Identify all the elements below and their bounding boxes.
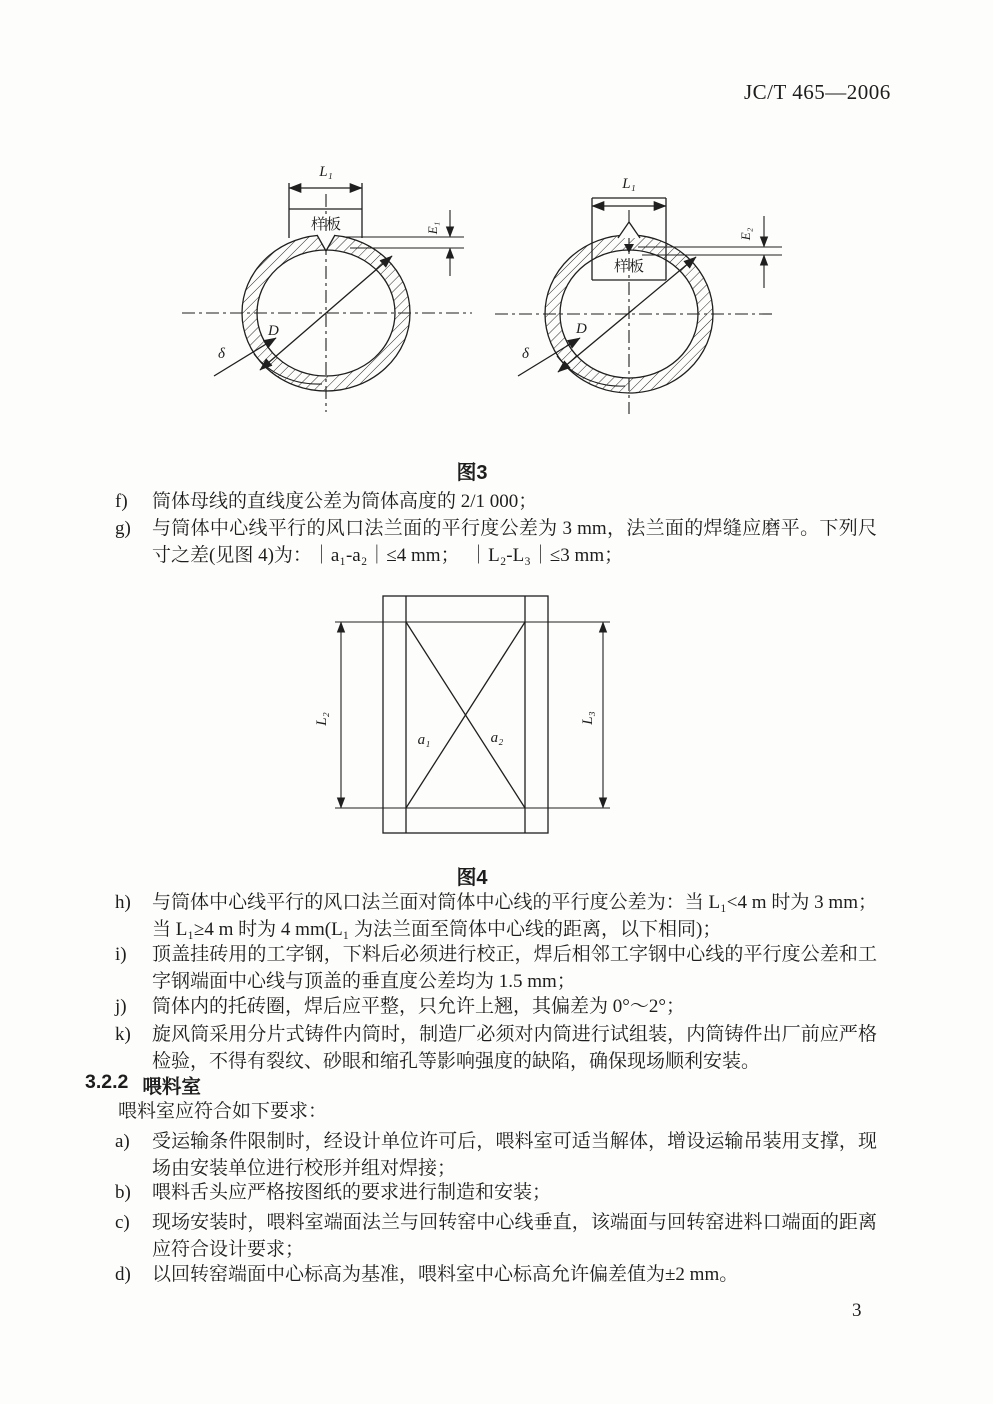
list-item-f xyxy=(115,488,877,515)
item-text: 现场安装时，喂料室端面法兰与回转窑中心线垂直，该端面与回转窑进料口端面的距离应符合设计要求； xyxy=(152,1212,877,1260)
list-item-k xyxy=(115,1021,877,1075)
list-item-g xyxy=(115,515,877,569)
item-label: f) xyxy=(115,491,128,512)
item-text: 以回转窑端面中心标高为基准，喂料室中心标高允许偏差值为±2 mm。 xyxy=(152,1264,739,1285)
item-text: 与筒体中心线平行的风口法兰面的平行度公差为 3 mm，法兰面的焊缝应磨平。下列尺寸之差(见图 4)为：｜a₁-a₂｜≤4 mm； ｜L₂-L₃｜≤3 mm； xyxy=(152,518,877,566)
figure4-outline xyxy=(314,596,610,833)
figure3-left-shell xyxy=(182,164,472,412)
item-label: g) xyxy=(115,518,131,539)
item-label: a) xyxy=(115,1131,130,1152)
list-item-i xyxy=(115,941,877,995)
dim-l2-label: L₂ xyxy=(314,712,330,726)
dim-e2-label: E₂ xyxy=(738,227,753,241)
item-label: c) xyxy=(115,1212,130,1233)
list-item-j xyxy=(115,993,877,1020)
list-item-a xyxy=(115,1128,877,1182)
figure3-caption: 图3 xyxy=(456,462,488,484)
item-text: 筒体母线的直线度公差为筒体高度的 2/1 000； xyxy=(152,491,538,512)
item-label: h) xyxy=(115,892,131,913)
standard-code: JC/T 465—2006 xyxy=(744,80,891,104)
item-label: i) xyxy=(115,944,127,965)
item-text: 顶盖挂砖用的工字钢，下料后必须进行校正，焊后相邻工字钢中心线的平行度公差和工字钢端面中心线与顶盖的垂直度公差均为 1.5 mm； xyxy=(152,944,877,992)
item-label: j) xyxy=(115,996,127,1017)
list-item-d xyxy=(115,1261,877,1288)
dim-d-label: D xyxy=(268,323,279,339)
list-item-h xyxy=(115,889,877,943)
dim-l1-label: L₁ xyxy=(622,176,636,192)
dim-delta-label: δ xyxy=(218,346,225,362)
item-text: 旋风筒采用分片式铸件内筒时，制造厂必须对内筒进行试组装，内筒铸件出厂前应严格检验，不得有裂纹、砂眼和缩孔等影响强度的缺陷，确保现场顺利安装。 xyxy=(152,1024,877,1072)
list-item-b xyxy=(115,1179,877,1206)
section-number: 3.2.2 xyxy=(85,1071,129,1093)
item-text: 与筒体中心线平行的风口法兰面对筒体中心线的平行度公差为：当 L₁<4 m 时为 3 mm；当 L₁≥4 m 时为 4 mm(L₁ 为法兰面至筒体中心线的距离，以下相同)； xyxy=(152,892,877,940)
list-item-c xyxy=(115,1209,877,1263)
item-text: 筒体内的托砖圈，焊后应平整，只允许上翘，其偏差为 0°～2°； xyxy=(152,996,685,1017)
dim-d-label: D xyxy=(576,321,587,337)
item-label: d) xyxy=(115,1264,131,1285)
section-title: 喂料室 xyxy=(142,1076,201,1098)
dim-e1-label: E₁ xyxy=(425,221,440,235)
item-text: 喂料舌头应严格按图纸的要求进行制造和安装； xyxy=(152,1182,552,1203)
dim-a2-label: a₂ xyxy=(490,730,504,746)
figure4-diagram xyxy=(295,588,635,858)
section-intro: 喂料室应符合如下要求： xyxy=(118,1101,328,1122)
item-text: 受运输条件限制时，经设计单位许可后，喂料室可适当解体，增设运输吊装用支撑，现场由安装单位进行校形并组对焊接； xyxy=(152,1131,877,1179)
item-label: k) xyxy=(115,1024,131,1045)
item-label: b) xyxy=(115,1182,131,1203)
dim-l1-label: L₁ xyxy=(319,164,333,180)
template-label: 样板 xyxy=(310,217,342,233)
dim-a1-label: a₁ xyxy=(417,732,431,748)
dim-delta-label: δ xyxy=(522,346,529,362)
section-heading xyxy=(85,1071,201,1099)
template-label: 样板 xyxy=(613,259,645,275)
figure4-caption: 图4 xyxy=(456,867,488,889)
page-number: 3 xyxy=(852,1300,862,1321)
figure3-right-shell xyxy=(495,176,782,414)
figure3-diagram xyxy=(150,158,830,458)
dim-l3-label: L₃ xyxy=(580,711,596,725)
